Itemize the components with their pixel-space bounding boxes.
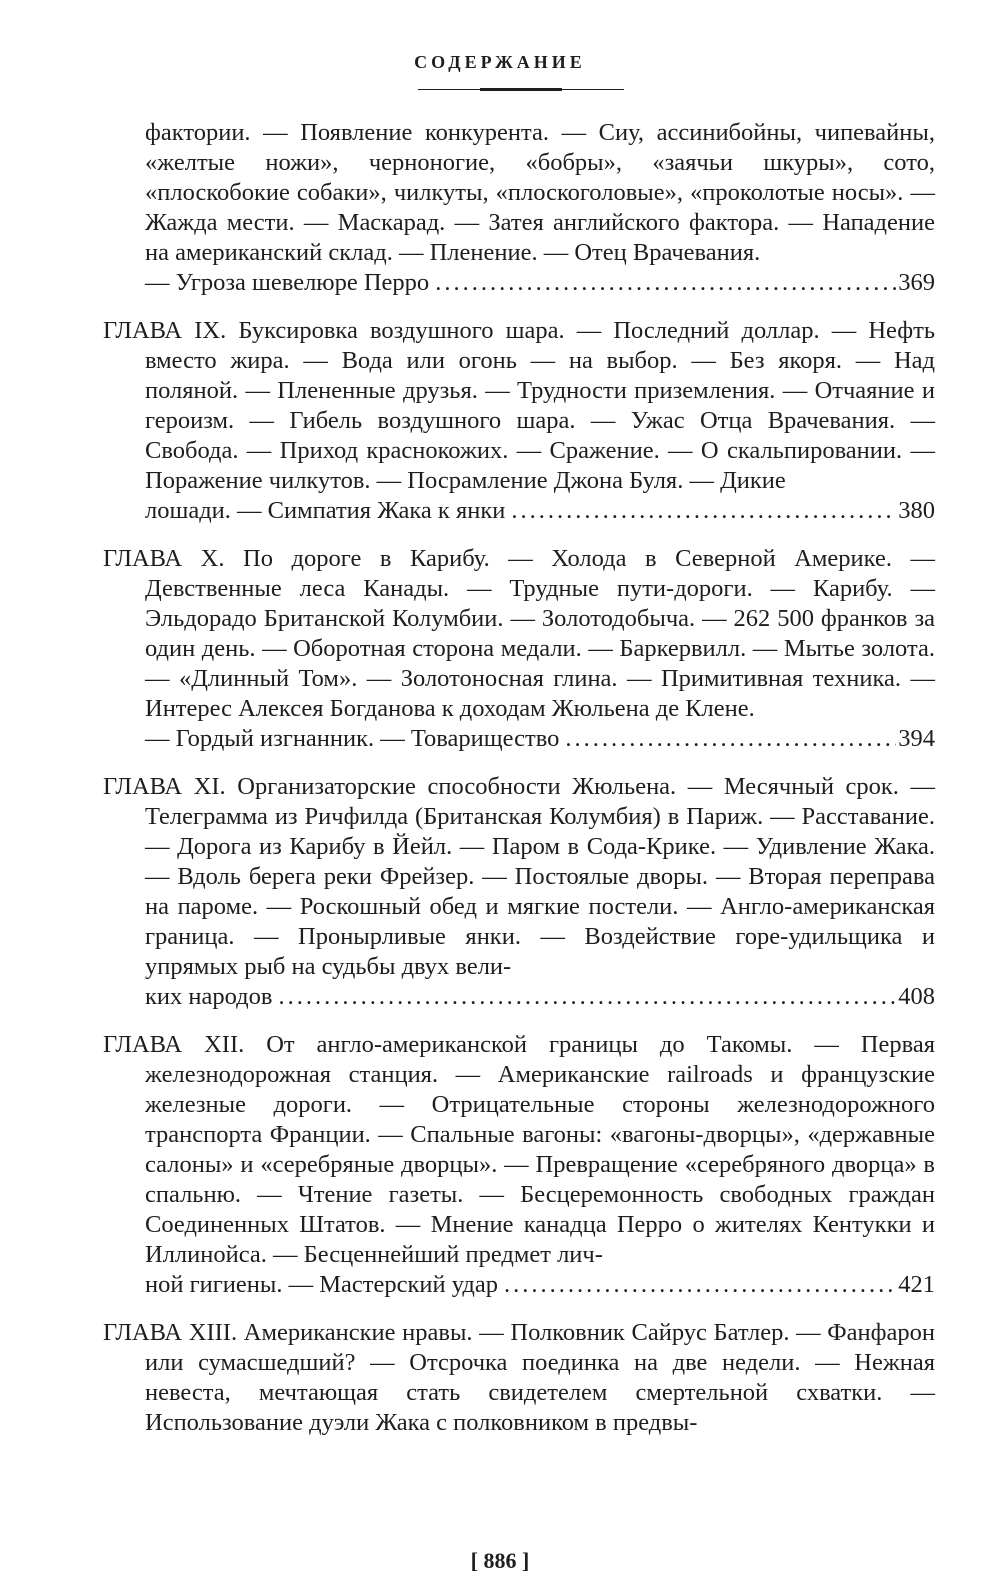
toc-entry-text: ГЛАВА IX. Буксировка воздушного шара. — Последний доллар. — Нефть вместо жира. — Вода или огонь — на выбор. — Без якоря. — Над поляной. — Плененные друзья. — Трудности приземления. — Отчаяние и героизм. — Гибель воздушного шара. — Ужас Отца Врачевания. — Свобода. — Приход краснокожих. — Сражение. — О скальпировании. — Поражение чилкутов. — Посрамление Джона Буля. — Дикие (103, 317, 935, 494)
toc-entry-text: ГЛАВА X. По дороге в Карибу. — Холода в Северной Америке. — Девственные леса Канады. — Трудные пути-дороги. — Карибу. — Эльдорадо Британской Колумбии. — Золотодобыча. — 262 500 франков за один день. — Оборотная сторона медали. — Баркервилл. — Мытье золота. — «Длинный Том». — Золотоносная глина. — Примитивная техника. — Интерес Алексея Богданова к доходам Жюльена де Клене. (103, 545, 935, 722)
dot-leader (435, 268, 896, 298)
page-number: [ 886 ] (470, 1548, 530, 1573)
toc-entry (103, 1318, 935, 1438)
toc-entry (103, 316, 935, 526)
toc-entry (103, 772, 935, 1012)
dot-leader (565, 724, 896, 754)
toc-entry (103, 544, 935, 754)
toc-entry-text: фактории. — Появление конкурента. — Сиу, ассинибойны, чипевайны, «желтые ножи», черноногие, «бобры», «заячьи шкуры», сото, «плоскобокие собаки», чилкуты, «плоскоголовые», «проколотые носы». — Жажда мести. — Маскарад. — Затея английского фактора. — Нападение на американский склад. — Пленение. — Отец Врачевания. (145, 119, 935, 266)
toc-page-number: 408 (898, 983, 935, 1010)
dot-leader (511, 496, 896, 526)
toc-page-number: 421 (898, 1271, 935, 1298)
toc-entry-last-line: ной гигиены. — Мастерский удар (145, 1271, 499, 1298)
toc-entry-last-line: — Угроза шевелюре Перро (145, 269, 430, 296)
toc-page-number: 369 (898, 269, 935, 296)
toc-entry-text: ГЛАВА XI. Организаторские способности Жюльена. — Месячный срок. — Телеграмма из Ричфилда (Британская Колумбия) в Париж. — Расставание. — Дорога из Карибу в Йейл. — Паром в Сода-Крике. — Удивление Жака. — Вдоль берега реки Фрейзер. — Постоялые дворы. — Вторая переправа на пароме. — Роскошный обед и мягкие постели. — Англо-американская граница. — Пронырливые янки. — Воздействие горе-удильщика и упрямых рыб на судьбы двух вели- (103, 773, 935, 980)
toc-entry-leader-line (145, 1270, 935, 1300)
toc-page-number: 394 (898, 725, 935, 752)
toc-entry-leader-line (145, 982, 935, 1012)
toc-entry-last-line: — Гордый изгнанник. — Товарищество (145, 725, 560, 752)
dot-leader (278, 982, 896, 1012)
toc-page-number: 380 (898, 497, 935, 524)
toc-entry-last-line: ких народов (145, 983, 273, 1010)
toc-entry-text: ГЛАВА XII. От англо-американской границы до Такомы. — Первая железнодорожная станция. — Американские railroads и французские железные дороги. — Отрицательные стороны железнодорожного транспорта Франции. — Спальные вагоны: «вагоны-дворцы», «державные салоны» и «серебряные дворцы». — Превращение «серебряного дворца» в спальню. — Чтение газеты. — Бесцеремонность свободных граждан Соединенных Штатов. — Мнение канадца Перро о жителях Кентукки и Иллинойса. — Бесценнейший предмет лич- (103, 1031, 935, 1268)
page-title: СОДЕРЖАНИЕ (414, 52, 586, 72)
dot-leader (504, 1270, 896, 1300)
title-rule-accent (480, 88, 562, 91)
toc-entry-leader-line (145, 268, 935, 298)
toc-entry-leader-line (145, 496, 935, 526)
toc-entry (103, 118, 935, 298)
toc-entry (103, 1030, 935, 1300)
toc-entry-last-line: лошади. — Симпатия Жака к янки (145, 497, 506, 524)
toc-entry-leader-line (145, 724, 935, 754)
toc-entry-text: ГЛАВА XIII. Американские нравы. — Полковник Сайрус Батлер. — Фанфарон или сумасшедший? — Отсрочка поединка на две недели. — Нежная невеста, мечтающая стать свидетелем смертельной схватки. — Использование дуэли Жака с полковником в предвы- (103, 1319, 935, 1436)
table-of-contents (103, 118, 935, 1456)
